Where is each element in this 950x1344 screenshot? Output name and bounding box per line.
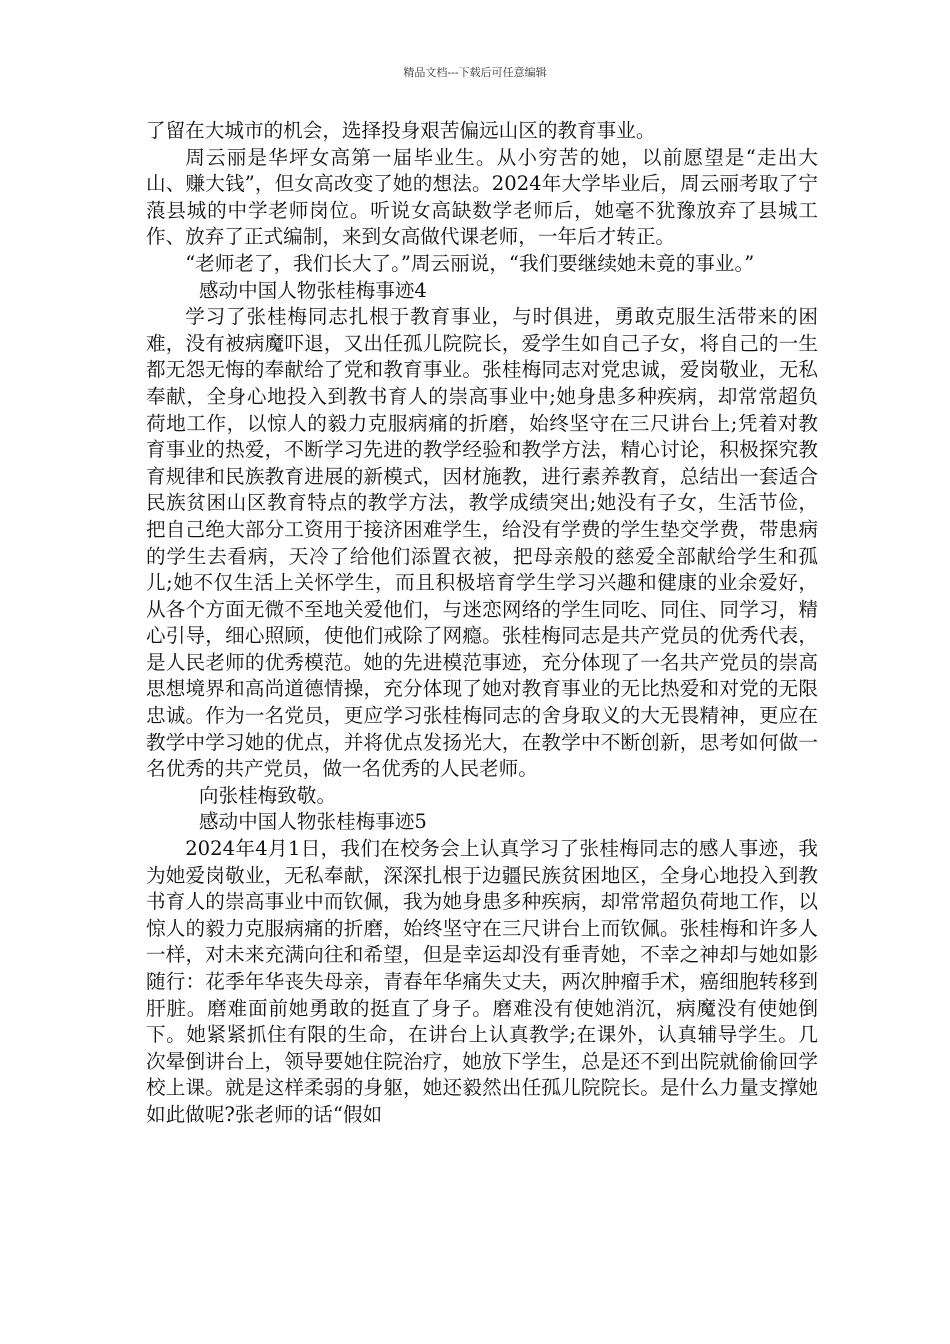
paragraph-zhou-yunli: 周云丽是华坪女高第一届毕业生。从小穷苦的她，以前愿望是“走出大山、赚大钱”，但女高改变了她的想法。2024年大学毕业后，周云丽考取了宁蒗县城的中学老师岗位。听说女高缺数学老师后，她毫不犹豫放弃了县城工作、放弃了正式编制，来到女高做代课老师，一年后才转正。 [146,145,818,249]
section-heading-5: 感动中国人物张桂梅事迹5 [198,810,427,834]
paragraph-section-5: 2024年4月1日，我们在校务会上认真学习了张桂梅同志的感人事迹，我为她爱岗敬业，无私奉献，深深扎根于边疆民族贫困地区，全身心地投入到教书育人的崇高事业中而钦佩，我为她身患多种疾病，却常常超负荷地工作，以惊人的毅力克服病痛的折磨，始终坚守在三尺讲台上而钦佩。张桂梅和许多人一样，对未来充满向往和希望，但是幸运却没有垂青她，不幸之神却与她如影随行：花季年华丧失母亲，青春年华痛失丈夫，两次肿瘤手术，癌细胞转移到肝脏。磨难面前她勇敢的挺直了身子。磨难没有使她消沉，病魔没有使她倒下。她紧紧抓住有限的生命，在讲台上认真教学;在课外，认真辅导学生。几次晕倒讲台上，领导要她住院治疗，她放下学生，总是还不到出院就偷偷回学校上课。就是这样柔弱的身躯，她还毅然出任孤儿院院长。是什么力量支撑她如此做呢?张老师的话“假如 [146,837,818,1126]
section-heading-4: 感动中国人物张桂梅事迹4 [198,278,427,302]
paragraph-section-4: 学习了张桂梅同志扎根于教育事业，与时俱进，勇敢克服生活带来的困难，没有被病魔吓退，又出任孤儿院院长，爱学生如自己子女，将自己的一生都无怨无悔的奉献给了党和教育事业。张桂梅同志对党忠诚，爱岗敬业，无私奉献，全身心地投入到教书育人的崇高事业中;她身患多种疾病，却常常超负荷地工作，以惊人的毅力克服病痛的折磨，始终坚守在三尺讲台上;凭着对教育事业的热爱，不断学习先进的教学经验和教学方法，精心讨论，积极探究教育规律和民族教育进展的新模式，因材施教，进行素养教育，总结出一套适合民族贫困山区教育特点的教学方法，教学成绩突出;她没有子女，生活节俭，把自己绝大部分工资用于接济困难学生，给没有学费的学生垫交学费，带患病的学生去看病，天冷了给他们添置衣被，把母亲般的慈爱全部献给学生和孤儿;她不仅生活上关怀学生，而且积极培育学生学习兴趣和健康的业余爱好，从各个方面无微不至地关爱他们，与迷恋网络的学生同吃、同住、同学习，精心引导，细心照顾，使他们戒除了网瘾。张桂梅同志是共产党员的优秀代表，是人民老师的优秀模范。她的先进模范事迹，充分体现了一名共产党员的崇高思想境界和高尚道德情操，充分体现了她对教育事业的无比热爱和对党的无限忠诚。作为一名党员，更应学习张桂梅同志的舍身取义的大无畏精神，更应在教学中学习她的优点，并将优点发扬光大，在教学中不断创新，思考如何做一名优秀的共产党员，做一名优秀的人民老师。 [146,305,818,781]
paragraph-continued: 了留在大城市的机会，选择投身艰苦偏远山区的教育事业。 [146,119,656,142]
document-body [146,118,818,1129]
page-header: 精品文档---下载后可任意编辑 [403,66,547,79]
paragraph-quote: “老师老了，我们长大了。”周云丽说，“我们要继续她未竟的事业。” [185,251,755,275]
salute-line: 向张桂梅致敬。 [198,783,337,807]
